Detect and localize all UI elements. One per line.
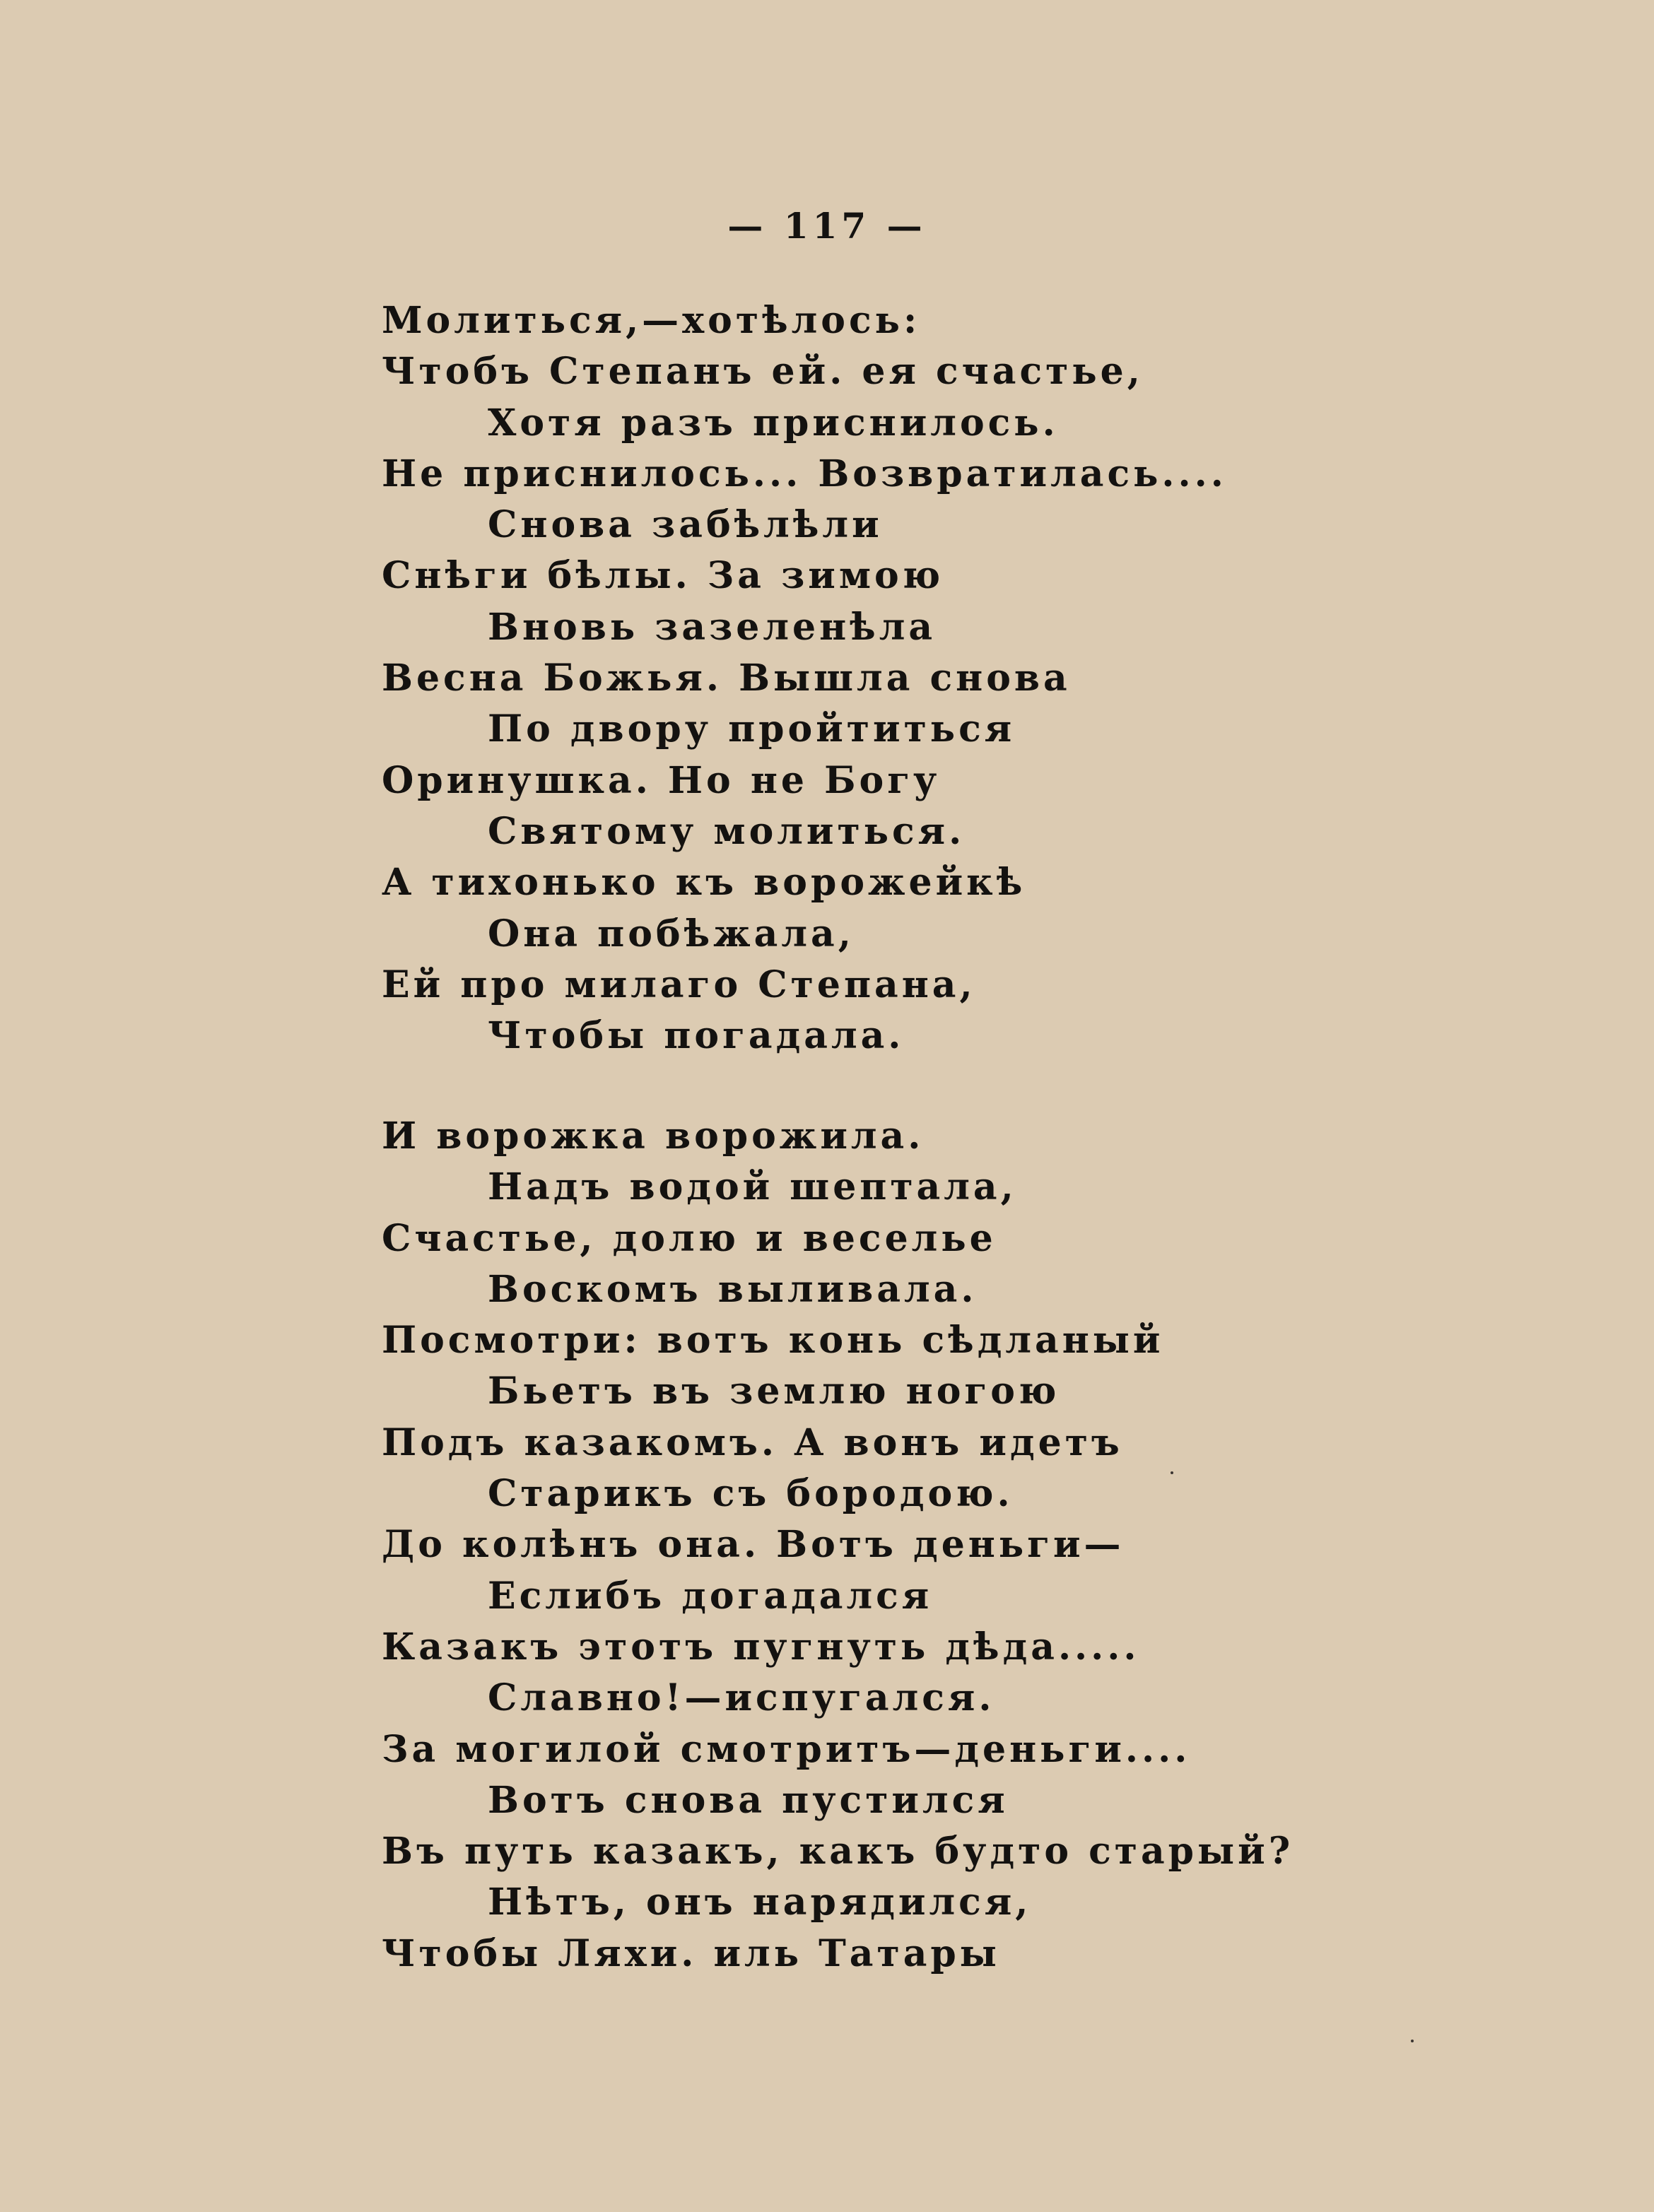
verse-line: Молиться,—хотѣлось: [382, 299, 921, 342]
verse-line: Чтобы Ляхи. иль Татары [382, 1931, 1000, 1975]
page-number: — 117 — [727, 205, 927, 247]
verse-line: Не приснилось... Возвратилась.... [382, 452, 1227, 495]
verse-line: Бьетъ въ землю ногою [488, 1370, 1060, 1413]
verse-line: Весна Божья. Вышла снова [382, 657, 1071, 700]
verse-line: Воскомъ выливала. [488, 1267, 978, 1311]
verse-line: Подъ казакомъ. А вонъ идетъ [382, 1420, 1123, 1464]
verse-line: Старикъ съ бородою. [488, 1472, 1014, 1516]
verse-line: Она побѣжала, [488, 912, 855, 955]
verse-line: Хотя разъ приснилось. [488, 401, 1059, 445]
verse-line: А тихонько къ ворожейкѣ [382, 861, 1026, 905]
verse-line: Ей про милаго Степана, [382, 963, 976, 1006]
verse-line: Чтобъ Степанъ ей. ея счастье, [382, 350, 1144, 394]
verse-line: Надъ водой шептала, [488, 1165, 1017, 1209]
verse-line: Еслибъ догадался [488, 1574, 933, 1618]
verse-line: Нѣтъ, онъ нарядился, [488, 1881, 1032, 1924]
verse-line: До колѣнъ она. Вотъ деньги— [382, 1523, 1125, 1567]
verse-line: Славно!—испугался. [488, 1676, 995, 1720]
paper-speck [1411, 2040, 1414, 2042]
verse-line: За могилой смотритъ—деньги.... [382, 1727, 1191, 1771]
paper-speck [1171, 1471, 1173, 1474]
verse-line: Казакъ этотъ пугнуть дѣда..... [382, 1625, 1140, 1669]
verse-line: Посмотри: вотъ конь сѣдланый [382, 1319, 1164, 1363]
verse-line: Вотъ снова пустился [488, 1778, 1009, 1822]
stanza-1 [382, 295, 1583, 1061]
verse-line: Чтобы погадала. [488, 1014, 905, 1058]
verse-line: По двору пройтиться [488, 707, 1016, 751]
verse-line: Вновь зазеленѣла [488, 605, 937, 649]
verse-line: Снова забѣлѣли [488, 503, 883, 547]
verse-line: Святому молиться. [488, 809, 966, 853]
verse-line: Въ путь казакъ, какъ будто старый? [382, 1830, 1294, 1873]
verse-line: И ворожка ворожила. [382, 1114, 925, 1158]
verse-line: Счастье, долю и веселье [382, 1216, 997, 1260]
verse-line: Снѣги бѣлы. За зимою [382, 554, 944, 598]
stanza-2 [382, 1111, 1583, 1979]
verse-line: Оринушка. Но не Богу [382, 758, 941, 802]
